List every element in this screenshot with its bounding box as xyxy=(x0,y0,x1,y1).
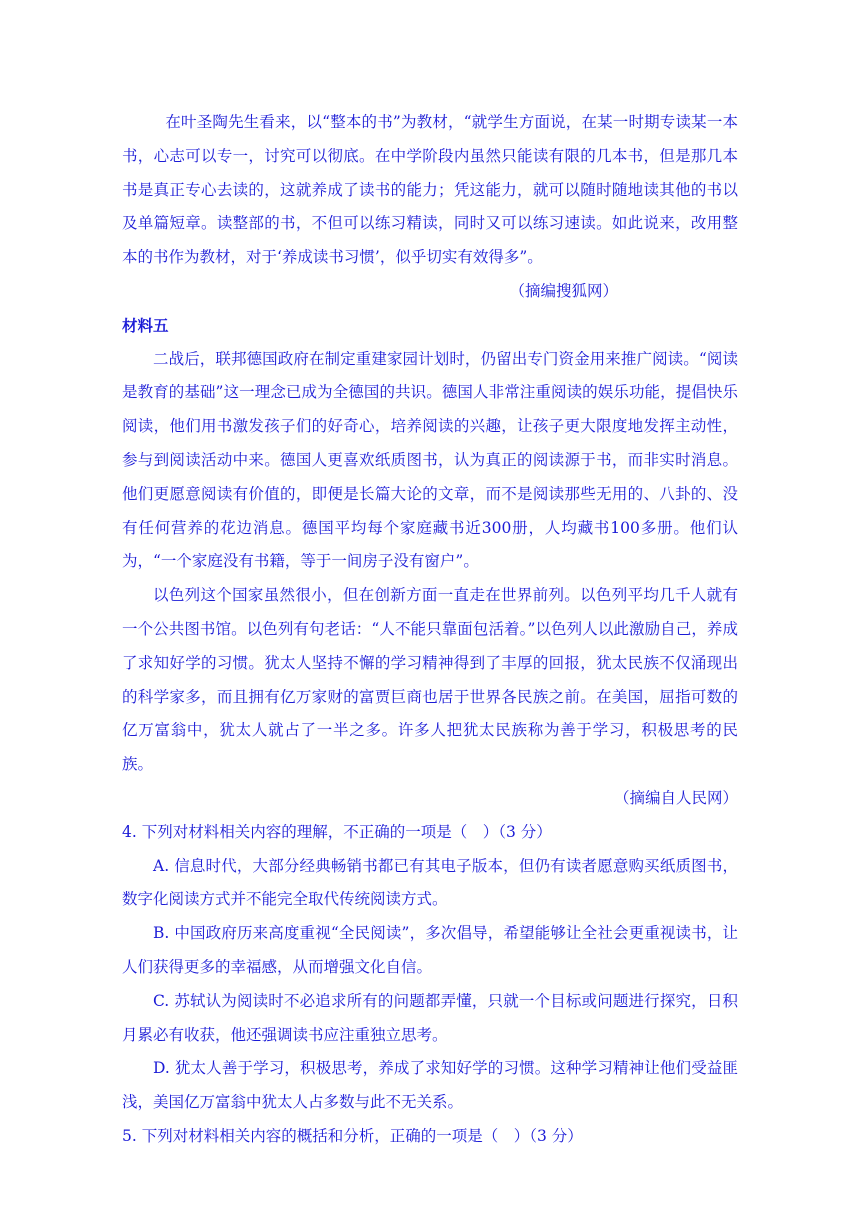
material5-heading: 材料五 xyxy=(122,315,169,335)
question-4-option-b: B. 中国政府历来高度重视“全民阅读”，多次倡导，希望能够让全社会更重视读书，让人们获得更多的幸福感，从而增强文化自信。 xyxy=(122,924,738,976)
material5-paragraph-1: 二战后，联邦德国政府在制定重建家园计划时，仍留出专门资金用来推广阅读。“阅读是教育的基础”这一理念已成为全德国的共识。德国人非常注重阅读的娱乐功能，提倡快乐阅读，他们用书激发孩子们的好奇心，培养阅读的兴趣，让孩子更大限度地发挥主动性，参与到阅读活动中来。德国人更喜欢纸质图书，认为真正的阅读源于书，而非实时消息。他们更愿意阅读有价值的，即便是长篇大论的文章，而不是阅读那些无用的、八卦的、没有任何营养的花边消息。德国平均每个家庭藏书近300册，人均藏书100多册。他们认为，“一个家庭没有书籍，等于一间房子没有窗户”。 xyxy=(122,349,738,571)
material5-source: （摘编自人民网） xyxy=(613,788,738,807)
document-page xyxy=(122,106,738,1154)
material4-paragraph: 在叶圣陶先生看来，以“整本的书”为教材，“就学生方面说，在某一时期专读某一本书，心志可以专一，讨究可以彻底。在中学阶段内虽然只能读有限的几本书，但是那几本书是真正专心去读的，这就养成了读书的能力；凭这能力，就可以随时随地读其他的书以及单篇短章。读整部的书，不但可以练习精读，同时又可以练习速读。如此说来，改用整本的书作为教材，对于‘养成读书习惯’，似乎切实有效得多”。 xyxy=(122,113,738,267)
material5-paragraph-2: 以色列这个国家虽然很小，但在创新方面一直走在世界前列。以色列平均几千人就有一个公共图书馆。以色列有句老话：“人不能只靠面包活着。”以色列人以此激励自己，养成了求知好学的习惯。犹太人坚持不懈的学习精神得到了丰厚的回报，犹太民族不仅涌现出的科学家多，而且拥有亿万家财的富贾巨商也居于世界各民族之前。在美国，屈指可数的亿万富翁中，犹太人就占了一半之多。许多人把犹太民族称为善于学习，积极思考的民族。 xyxy=(122,586,738,774)
question-4-option-c: C. 苏轼认为阅读时不必追求所有的问题都弄懂，只就一个目标或问题进行探究，日积月累必有收获，他还强调读书应注重独立思考。 xyxy=(122,991,738,1044)
material4-source: （摘编搜狐网） xyxy=(509,281,618,300)
question-5-stem: 5. 下列对材料相关内容的概括和分析，正确的一项是（ ）（3 分） xyxy=(122,1126,583,1145)
question-4-option-a: A. 信息时代，大部分经典畅销书都已有其电子版本，但仍有读者愿意购买纸质图书，数字化阅读方式并不能完全取代传统阅读方式。 xyxy=(122,856,738,909)
question-4-option-d: D. 犹太人善于学习，积极思考，养成了求知好学的习惯。这种学习精神让他们受益匪浅，美国亿万富翁中犹太人占多数与此不无关系。 xyxy=(122,1059,738,1112)
question-4-stem: 4. 下列对材料相关内容的理解，不正确的一项是（ ）（3 分） xyxy=(122,822,552,841)
